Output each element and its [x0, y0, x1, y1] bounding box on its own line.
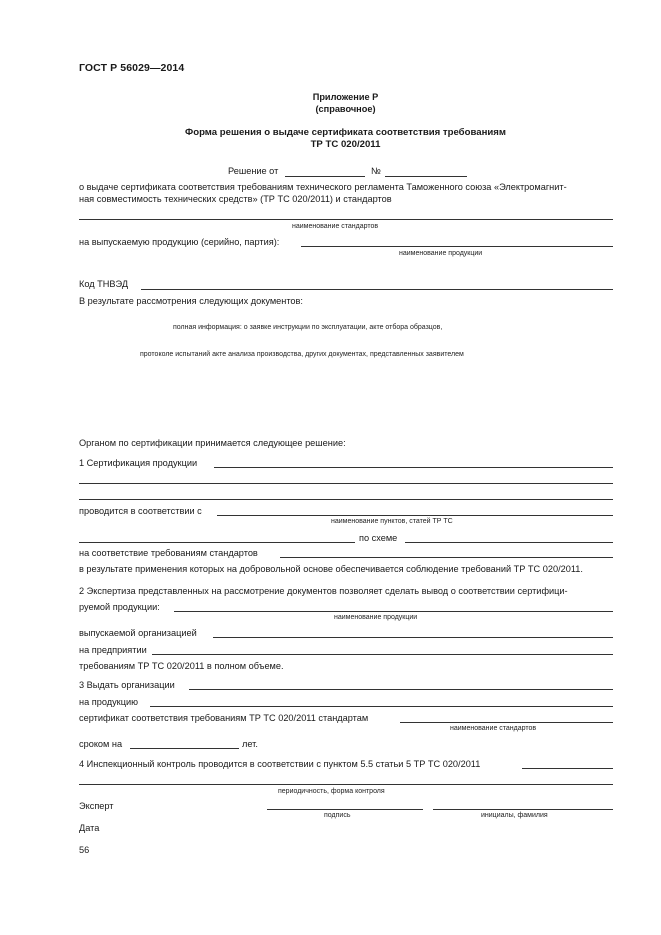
tnved-code-field[interactable] [141, 289, 613, 290]
voluntary-basis-text: в результате применения которых на добровольной основе обеспечивается соблюдение требований ТР ТС 020/2011. [79, 564, 583, 574]
item2-product-field[interactable] [174, 611, 613, 612]
form-title-line2: ТР ТС 020/2011 [310, 139, 381, 150]
for-products-label: на выпускаемую продукцию (серийно, партия): [79, 237, 280, 247]
page-number: 56 [79, 845, 90, 855]
products-field[interactable] [301, 246, 613, 247]
tnved-code-label: Код ТНВЭД [79, 279, 129, 289]
signature-caption: подпись [324, 812, 351, 819]
standard-header: ГОСТ Р 56029—2014 [79, 62, 185, 74]
appendix-subtitle: (справочное) [315, 104, 376, 114]
certificate-line-label: сертификат соответствия требованиям ТР ТС 020/2011 стандартам [79, 713, 369, 723]
produced-by-field[interactable] [213, 637, 613, 638]
intro-line1: о выдаче сертификата соответствия требованиям технического регламента Таможенного союза «Электромагнит- [79, 182, 567, 192]
standards-name-caption-2: наименование стандартов [450, 725, 537, 732]
item1-field[interactable] [214, 467, 613, 468]
item1-field-line2[interactable] [79, 483, 613, 484]
decision-from-label: Решение от [228, 166, 279, 176]
compliance-standards-label: на соответствие требованиям стандартов [79, 548, 258, 558]
standards-field[interactable] [79, 219, 613, 220]
standards-name-caption: наименование стандартов [292, 223, 379, 230]
per-scheme-label: по схеме [359, 533, 398, 543]
produced-by-label: выпускаемой организацией [79, 628, 197, 638]
for-product-field[interactable] [150, 706, 613, 707]
organization-field[interactable] [189, 689, 613, 690]
for-product-label: на продукцию [79, 697, 138, 707]
item1-label: 1 Сертификация продукции [79, 458, 198, 468]
form-title-line1: Форма решения о выдаче сертификата соответствия требованиям [185, 127, 506, 138]
initials-caption: инициалы, фамилия [481, 812, 548, 819]
product-name-caption-2: наименование продукции [334, 614, 418, 621]
conducted-per-label: проводится в соответствии с [79, 506, 202, 516]
term-for-label: сроком на [79, 739, 123, 749]
items-articles-caption: наименование пунктов, статей ТР ТС [331, 518, 453, 525]
product-name-caption: наименование продукции [399, 250, 483, 257]
full-info-caption: полная информация: о заявке инструкции по эксплуатации, акте отбора образцов, [173, 324, 443, 331]
inspection-field-line2[interactable] [79, 784, 613, 785]
item1-field-line3[interactable] [79, 499, 613, 500]
years-label: лет. [242, 739, 258, 749]
enterprise-field[interactable] [152, 654, 613, 655]
appendix-title: Приложение Р [312, 92, 379, 102]
intro-line2: ная совместимость технических средств» (ТР ТС 020/2011) и стандартов [79, 194, 392, 204]
item4-label: 4 Инспекционный контроль проводится в соответствии с пунктом 5.5 статьи 5 ТР ТС 020/2011 [79, 759, 481, 769]
term-field[interactable] [130, 748, 239, 749]
inspection-field[interactable] [522, 768, 613, 769]
number-sign-label: № [371, 166, 381, 176]
scheme-field[interactable] [405, 542, 613, 543]
signature-field[interactable] [267, 809, 423, 810]
initials-field[interactable] [433, 809, 613, 810]
scheme-prefix-field[interactable] [79, 542, 355, 543]
at-enterprise-label: на предприятии [79, 645, 147, 655]
expert-label: Эксперт [79, 801, 114, 811]
date-label: Дата [79, 823, 100, 833]
review-docs-label: В результате рассмотрения следующих документов: [79, 296, 303, 306]
decision-number-field[interactable] [385, 176, 467, 177]
item2-line1: 2 Экспертиза представленных на рассмотрение документов позволяет сделать вывод о соответствии сертифици- [79, 586, 568, 596]
decision-body-label: Органом по сертификации принимается следующее решение: [79, 438, 346, 448]
protocols-caption: протоколе испытаний акте анализа производства, других документах, представленных заявителем [140, 351, 464, 358]
decision-date-field[interactable] [285, 176, 365, 177]
conducted-per-field[interactable] [217, 515, 613, 516]
periodicity-caption: периодичность, форма контроля [278, 788, 385, 795]
requirements-full-text: требованиям ТР ТС 020/2011 в полном объеме. [79, 661, 284, 671]
compliance-standards-field[interactable] [280, 557, 613, 558]
item3-label: 3 Выдать организации [79, 680, 175, 690]
certificate-standards-field[interactable] [400, 722, 613, 723]
item2-line2: руемой продукции: [79, 602, 160, 612]
